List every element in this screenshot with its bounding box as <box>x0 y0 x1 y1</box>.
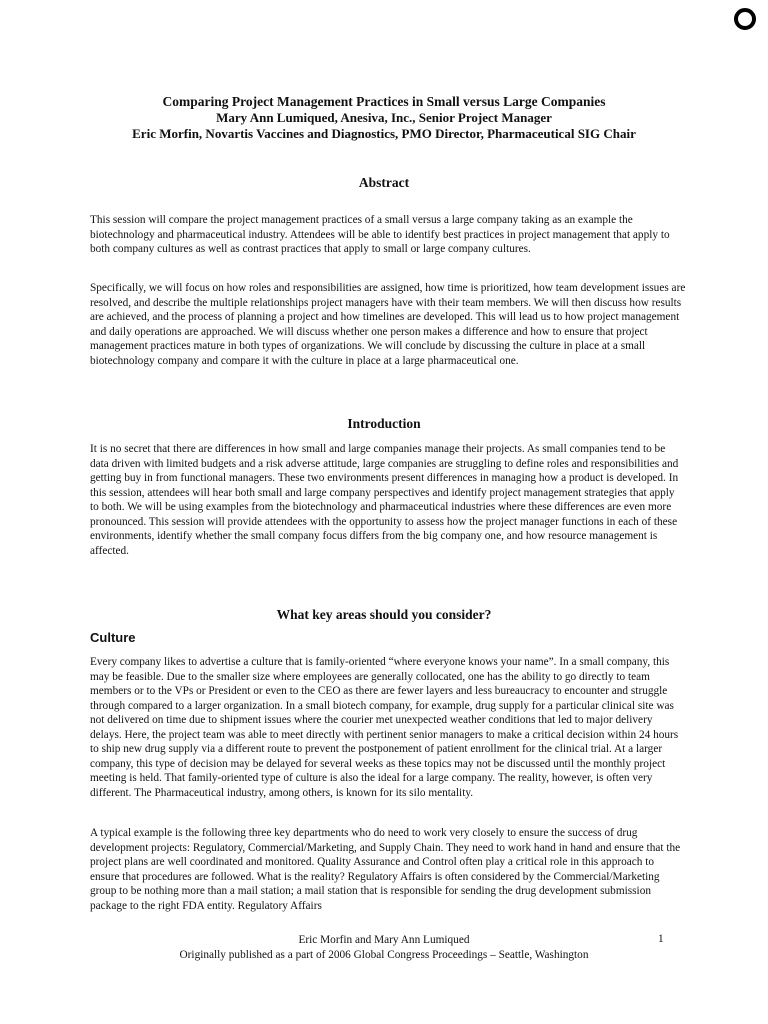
paper-header <box>0 94 768 142</box>
circle-logo-icon <box>734 8 756 30</box>
culture-paragraph-2: A typical example is the following three key departments who do need to work very closely to ensure the success of drug development projects: Regulatory, Commercial/Marketing, and Supply Chain. They need to work hand in hand and ensure that the project plans are well coordinated and monitored. Quality Assurance and Control often play a critical role in this approach to ensure that procedures are followed. What is the reality? Regulatory Affairs is often considered by the Commercial/Marketing group to be nothing more than a mail station; a mail station that is responsible for sending the drug development submission package to the right FDA entity. Regulatory Affairs <box>90 827 681 912</box>
footer-authors: Eric Morfin and Mary Ann Lumiqued <box>298 934 470 946</box>
abstract-heading: Abstract <box>358 175 410 190</box>
culture-heading: Culture <box>90 630 136 645</box>
author-line-2: Eric Morfin, Novartis Vaccines and Diagnostics, PMO Director, Pharmaceutical SIG Chair <box>132 126 636 141</box>
page-footer <box>0 933 768 962</box>
abstract-paragraph-1: This session will compare the project management practices of a small versus a large company taking as an example the biotechnology and pharmaceutical industry. Attendees will be able to identify best practices in project management that apply to both company cultures as well as contrast practices that apply to small or large company cultures. <box>90 214 670 255</box>
author-line-1: Mary Ann Lumiqued, Anesiva, Inc., Senior Project Manager <box>216 110 552 125</box>
abstract-paragraph-2: Specifically, we will focus on how roles and responsibilities are assigned, how time is prioritized, how team development issues are resolved, and describe the multiple relationships project managers have with their team members. We will then discuss how results are achieved, and the process of planning a project and how timelines are developed. This will lead us to how project management and daily operations are approached. We will discuss whether one person makes a difference and how to ensure that project management practices mature in both types of organizations. We will conclude by discussing the culture in place at a small biotechnology company and compare it with the culture in place at a large pharmaceutical one. <box>90 282 686 367</box>
key-areas-heading: What key areas should you consider? <box>276 607 492 622</box>
introduction-heading: Introduction <box>347 416 421 431</box>
culture-paragraph-1: Every company likes to advertise a culture that is family-oriented “where everyone knows your name”. In a small company, this may be feasible. Due to the smaller size where employees are generally collocated, one has the ability to go directly to team members or to the VPs or President or even to the CEO as there are fewer layers and less bureaucracy to encounter and struggle through compared to a larger organization. In a small biotech company, for example, drug supply for a particular clinical site was not delivered on time due to shipment issues where the courier met unexpected weather conditions that led to major delivery delays. Here, the project team was able to meet directly with pertinent senior managers to make a critical decision within 24 hours to ship new drug supply via a different route to prevent the postponement of patient enrollment for the clinical trial. At a larger company, this type of decision may be delayed for several weeks as these topics may not be discussed until the monthly project meeting is held. That family-oriented type of culture is also the ideal for a large company. The reality, however, is often very different. The Pharmaceutical industry, among others, is known for its silo mentality. <box>90 656 679 799</box>
page-number: 1 <box>658 933 664 945</box>
footer-publication: Originally published as a part of 2006 Global Congress Proceedings – Seattle, Washington <box>179 948 589 961</box>
paper-title: Comparing Project Management Practices in Small versus Large Companies <box>162 94 606 109</box>
introduction-paragraph: It is no secret that there are differences in how small and large companies manage their projects. As small companies tend to be data driven with limited budgets and a risk adverse attitude, large companies are struggling to define roles and responsibilities and getting buy in from functional managers. These two environments present differences in managing how a product is developed. In this session, attendees will hear both small and large company perspectives and identify project management strategies that apply to both. We will be using examples from the biotechnology and pharmaceutical industries where these differences are even more pronounced. This session will provide attendees with the opportunity to assess how the project manager functions in each of these environments, identify whether the small company focus differs from the big company one, and how resource management is affected. <box>90 443 679 557</box>
